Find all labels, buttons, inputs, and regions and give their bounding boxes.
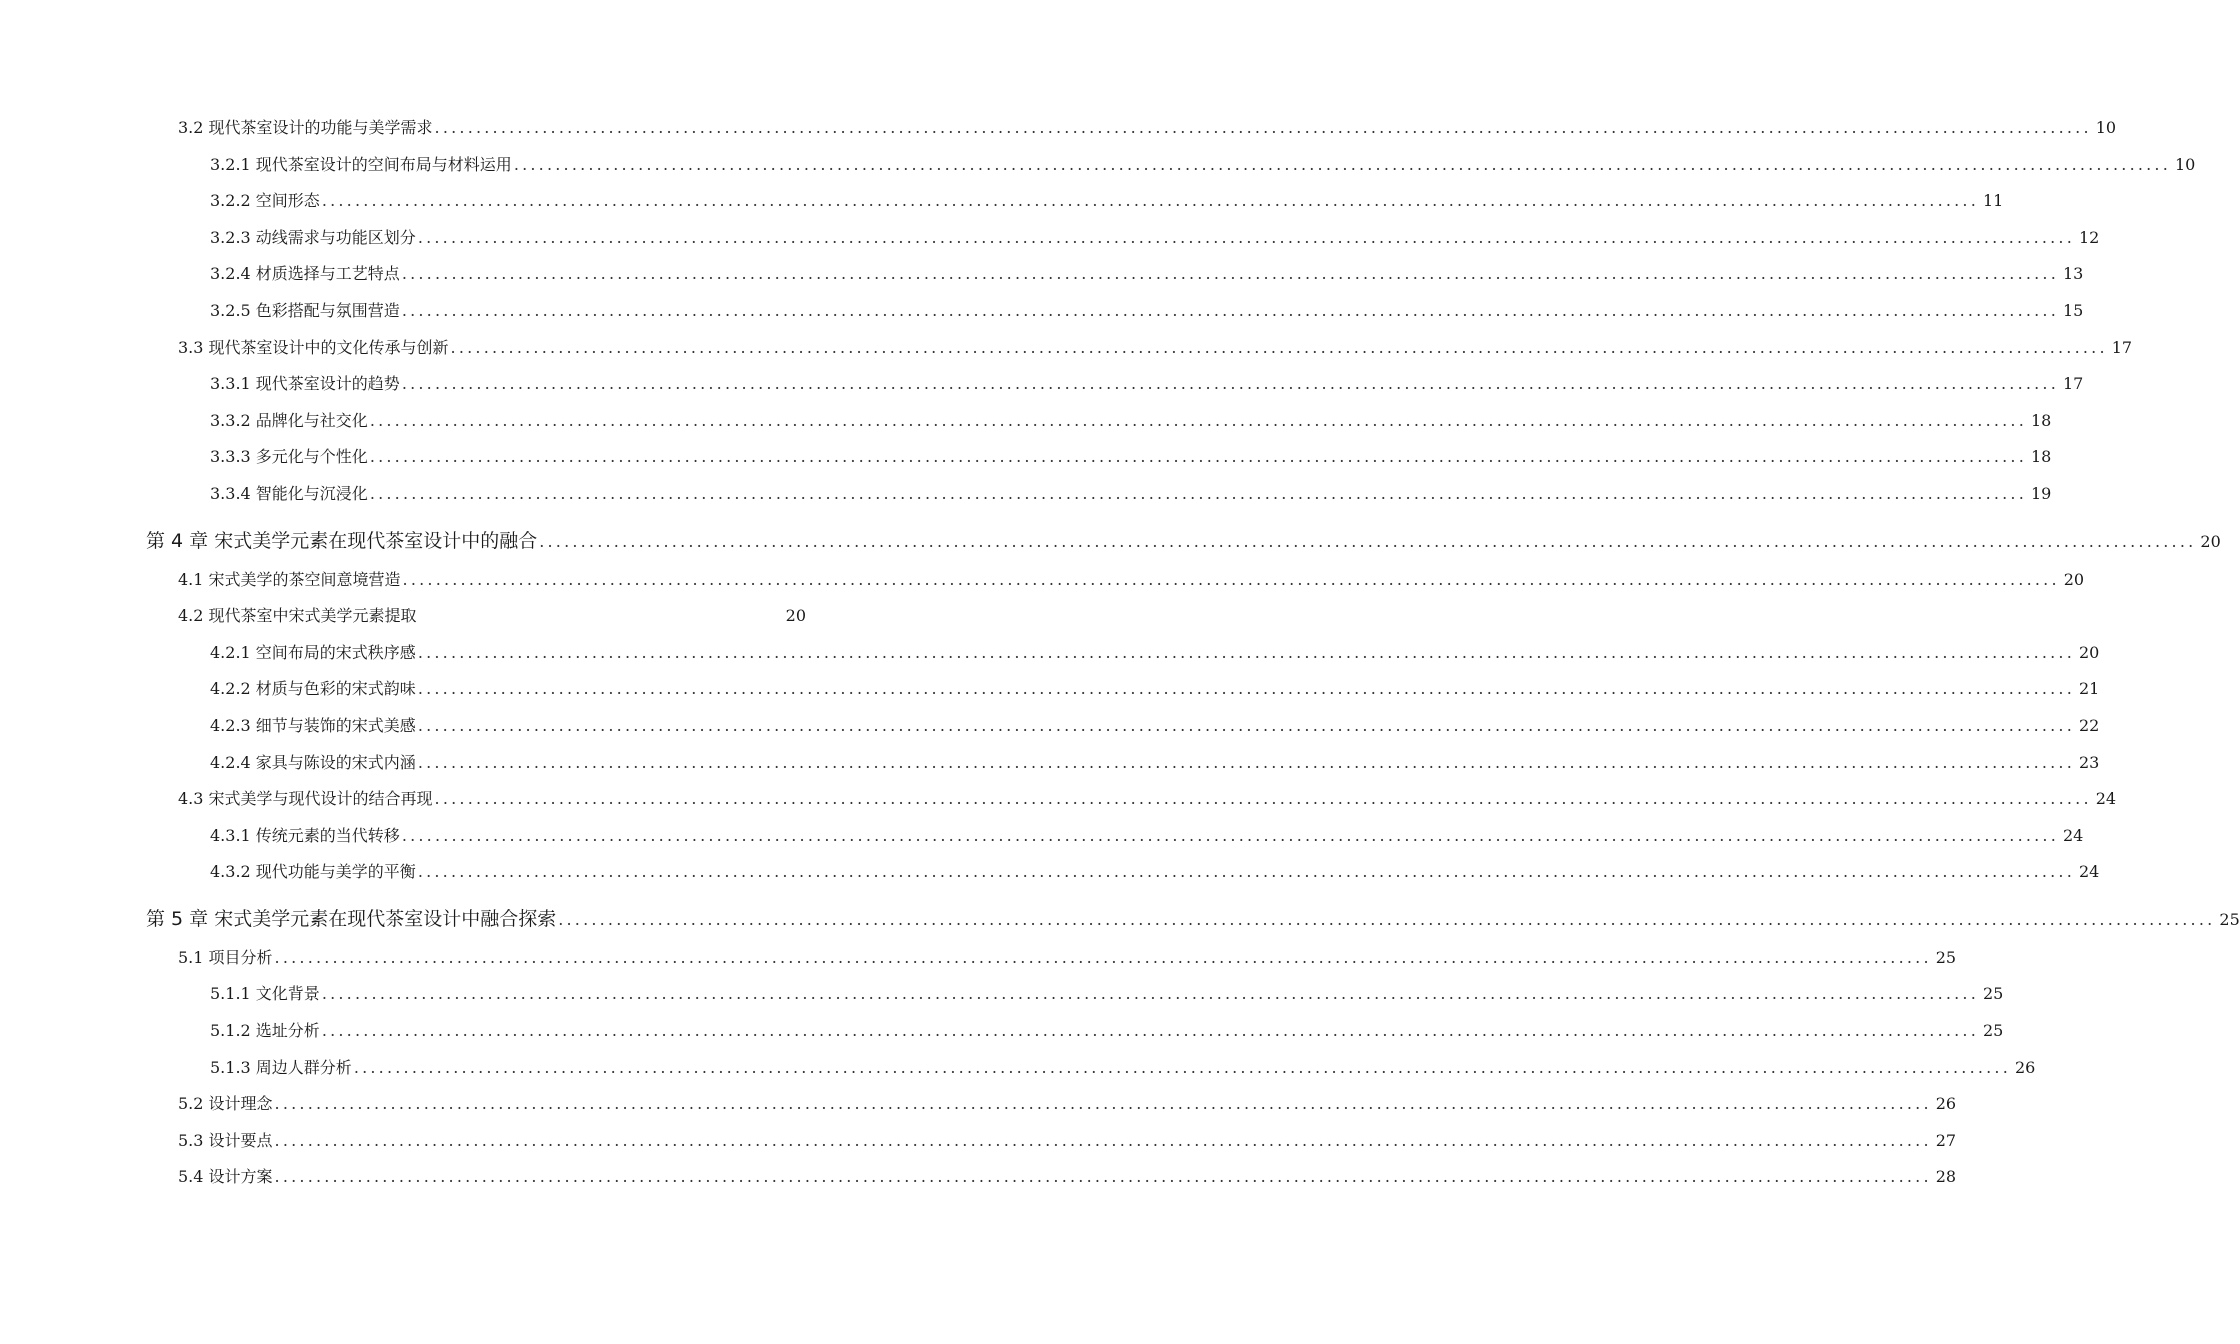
toc-page-number: 25: [1935, 947, 1957, 967]
toc-dot-leader: ........................................................................................................................................................................................................: [417, 679, 2075, 699]
toc-entry-title: 3.3.2 品牌化与社交化: [210, 410, 368, 430]
toc-entry[interactable]: [210, 671, 2100, 708]
toc-entry[interactable]: [210, 147, 2196, 184]
toc-entry-title: 3.2.5 色彩搭配与氛围营造: [210, 300, 400, 320]
toc-entry-title: 4.3 宋式美学与现代设计的结合再现: [178, 789, 433, 809]
toc-dot-leader: ........................................................................................................................................................................................................: [369, 410, 2027, 430]
toc-dot-leader: ........................................................................................................................................................................................................: [402, 569, 2060, 589]
toc-dot-leader: ........................................................................................................................................................................................................: [401, 374, 2059, 394]
toc-page-number: 20: [2200, 531, 2221, 551]
toc-entry[interactable]: [178, 598, 806, 635]
toc-dot-leader: ........................................................................................................................................................................................................: [401, 300, 2059, 320]
toc-page-number: 22: [2079, 715, 2100, 735]
toc-dot-leader: ........................................................................................................................................................................................................: [450, 337, 2108, 357]
toc-entry-title: 4.2.1 空间布局的宋式秩序感: [210, 642, 416, 662]
toc-entry-title: 3.2 现代茶室设计的功能与美学需求: [178, 118, 433, 137]
toc-page-number: 25: [1983, 984, 2004, 1004]
toc-entry-title: 4.2.3 细节与装饰的宋式美感: [210, 715, 416, 735]
toc-entry[interactable]: [178, 1159, 1957, 1196]
toc-dot-leader: ........................................................................................................................................................................................................: [321, 191, 1979, 211]
toc-entry-title: 3.3.4 智能化与沉浸化: [210, 483, 368, 503]
toc-page-number: 13: [2063, 264, 2084, 284]
toc-entry-title: 3.3 现代茶室设计中的文化传承与创新: [178, 337, 449, 357]
toc-entry[interactable]: [210, 976, 2004, 1013]
toc-entry-title: 4.2.2 材质与色彩的宋式韵味: [210, 679, 416, 699]
toc-entry[interactable]: [210, 439, 2052, 476]
toc-entry[interactable]: [178, 781, 2117, 818]
toc-dot-leader: ........................................................................................................................................................................................................: [513, 154, 2171, 174]
toc-dot-leader: ........................................................................................................................................................................................................: [369, 447, 2027, 467]
toc-page-number: 25: [2219, 909, 2240, 929]
toc-dot-leader: ........................................................................................................................................................................................................: [434, 789, 2092, 809]
toc-page-number: 11: [1983, 191, 2004, 211]
toc-page-number: 20: [2079, 642, 2100, 662]
toc-entry[interactable]: [178, 330, 2133, 367]
toc-entry[interactable]: [178, 940, 1957, 977]
toc-entry-title: 3.2.4 材质选择与工艺特点: [210, 264, 400, 284]
toc-page-number: 10: [2095, 118, 2117, 137]
toc-page-number: 20: [2063, 569, 2085, 589]
toc-page-number: 28: [1935, 1167, 1957, 1187]
toc-entry-title: 第 4 章 宋式美学元素在现代茶室设计中的融合: [146, 529, 538, 552]
toc-page-number: 25: [1983, 1021, 2004, 1041]
toc-dot-leader: ........................................................................................................................................................................................................: [274, 1130, 1932, 1150]
toc-entry[interactable]: [210, 708, 2100, 745]
toc-entry-title: 4.1 宋式美学的茶空间意境营造: [178, 569, 401, 589]
toc-entry-title: 3.2.2 空间形态: [210, 191, 320, 211]
toc-entry[interactable]: [178, 1123, 1957, 1160]
toc-dot-leader: ........................................................................................................................................................................................................: [274, 1167, 1932, 1187]
toc-dot-leader: ........................................................................................................................................................................................................: [558, 909, 2216, 929]
toc-page-number: 15: [2063, 300, 2084, 320]
toc-dot-leader: ........................................................................................................................................................................................................: [321, 984, 1979, 1004]
toc-entry-title: 4.2.4 家具与陈设的宋式内涵: [210, 752, 416, 772]
toc-page-number: 21: [2079, 679, 2100, 699]
toc-page-number: 20: [785, 606, 806, 626]
toc-dot-leader: ........................................................................................................................................................................................................: [417, 862, 2075, 882]
toc-entry[interactable]: [210, 1050, 2036, 1087]
toc-chapter-entry[interactable]: [146, 513, 2221, 562]
toc-entry[interactable]: [178, 1086, 1957, 1123]
toc-page-number: 17: [2063, 374, 2084, 394]
toc-entry[interactable]: [210, 476, 2052, 513]
toc-entry[interactable]: [210, 183, 2004, 220]
toc-chapter-entry[interactable]: [146, 891, 2240, 940]
toc-entry-title: 3.3.1 现代茶室设计的趋势: [210, 374, 400, 394]
toc-entry-title: 5.3 设计要点: [178, 1130, 273, 1150]
toc-page-number: 24: [2095, 789, 2117, 809]
toc-page-number: 17: [2111, 337, 2133, 357]
toc-dot-leader: ........................................................................................................................................................................................................: [353, 1057, 2011, 1077]
toc-entry-title: 5.1.3 周边人群分析: [210, 1057, 352, 1077]
toc-dot-leader: ........................................................................................................................................................................................................: [417, 752, 2075, 772]
toc-entry-title: 5.4 设计方案: [178, 1167, 273, 1187]
toc-entry-title: 5.1.1 文化背景: [210, 984, 320, 1004]
toc-entry-title: 5.2 设计理念: [178, 1094, 273, 1114]
toc-entry-title: 第 5 章 宋式美学元素在现代茶室设计中融合探索: [146, 907, 557, 930]
toc-entry[interactable]: [210, 818, 2084, 855]
toc-entry[interactable]: [178, 110, 2117, 147]
toc-page-number: 26: [2015, 1057, 2036, 1077]
toc-entry-title: 5.1.2 选址分析: [210, 1021, 320, 1041]
toc-entry[interactable]: [210, 635, 2100, 672]
toc-page-number: 18: [2031, 447, 2052, 467]
toc-entry[interactable]: [210, 220, 2100, 257]
toc-entry-title: 3.3.3 多元化与个性化: [210, 447, 368, 467]
toc-dot-leader: ........................................................................................................................................................................................................: [539, 531, 2197, 551]
toc-dot-leader: ........................................................................................................................................................................................................: [274, 1094, 1932, 1114]
toc-dot-leader: ........................................................................................................................................................................................................: [417, 715, 2075, 735]
toc-dot-leader: ........................................................................................................................................................................................................: [434, 118, 2092, 137]
toc-entry[interactable]: [210, 293, 2084, 330]
toc-dot-leader: ........................................................................................................................................................................................................: [321, 1021, 1979, 1041]
toc-entry-title: 4.2 现代茶室中宋式美学元素提取: [178, 606, 417, 626]
toc-entry-title: 4.3.1 传统元素的当代转移: [210, 825, 400, 845]
toc-dot-leader: ........................................................................................................................................................................................................: [417, 227, 2075, 247]
toc-dot-leader: ........................................................................................................................................................................................................: [401, 264, 2059, 284]
toc-dot-leader: ........................................................................................................................................................................................................: [417, 642, 2075, 662]
toc-entry[interactable]: [210, 366, 2084, 403]
toc-dot-leader: ........................................................................................................................................................................................................: [401, 825, 2059, 845]
toc-entry-title: 5.1 项目分析: [178, 947, 273, 967]
toc-entry-title: 4.3.2 现代功能与美学的平衡: [210, 862, 416, 882]
toc-entry-title: 3.2.3 动线需求与功能区划分: [210, 227, 416, 247]
toc-entry-title: 3.2.1 现代茶室设计的空间布局与材料运用: [210, 154, 512, 174]
toc-page-number: 26: [1935, 1094, 1957, 1114]
toc-entry[interactable]: [178, 562, 2085, 599]
toc-entry[interactable]: [210, 745, 2100, 782]
toc-page-number: 27: [1935, 1130, 1957, 1150]
toc-page-number: 12: [2079, 227, 2100, 247]
toc-entry[interactable]: [210, 403, 2052, 440]
toc-entry[interactable]: [210, 854, 2100, 891]
toc-page-number: 18: [2031, 410, 2052, 430]
toc-page-number: 10: [2175, 154, 2196, 174]
toc-page-number: 24: [2063, 825, 2084, 845]
toc-dot-leader: ........................................................................................................................................................................................................: [274, 947, 1932, 967]
toc-dot-leader: ........................................................................................................................................................................................................: [369, 483, 2027, 503]
toc-entry[interactable]: [210, 1013, 2004, 1050]
toc-page-number: 23: [2079, 752, 2100, 772]
toc-page-number: 19: [2031, 483, 2052, 503]
table-of-contents: [0, 110, 2240, 1196]
toc-page-number: 24: [2079, 862, 2100, 882]
toc-entry[interactable]: [210, 256, 2084, 293]
